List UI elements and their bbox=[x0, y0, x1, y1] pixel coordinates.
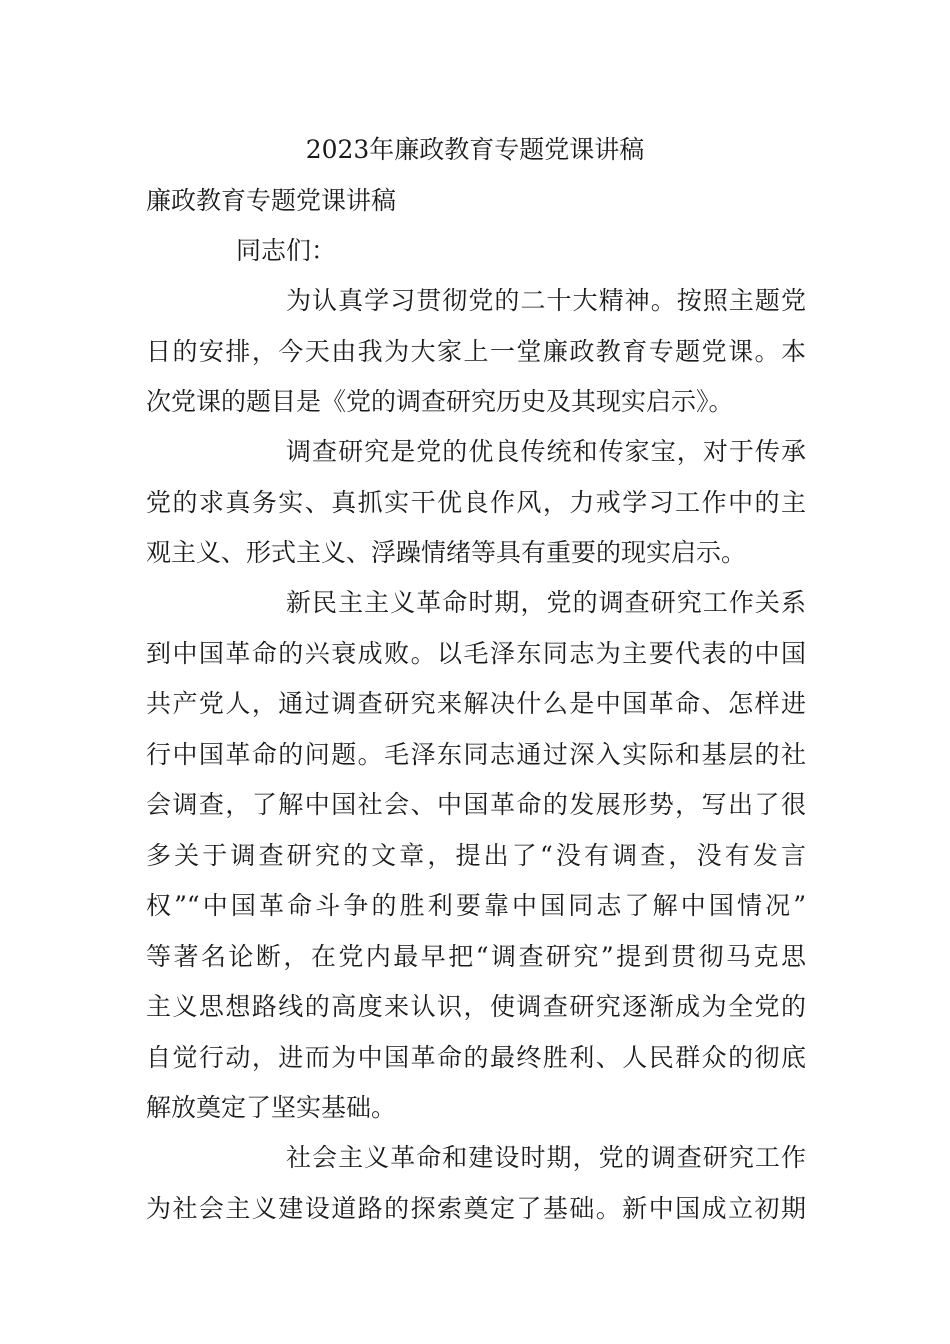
paragraph-line: 调查研究是党的优良传统和传家宝，对于传承 bbox=[286, 437, 806, 466]
paragraph-line: 社会主义革命和建设时期，党的调查研究工作 bbox=[286, 1143, 806, 1172]
document-title: 2023年廉政教育专题党课讲稿 bbox=[305, 135, 645, 164]
paragraph-line: 到中国革命的兴衰成败。以毛泽东同志为主要代表的中国 bbox=[146, 638, 806, 668]
paragraph-line: 多关于调查研究的文章，提出了“没有调查，没有发言 bbox=[146, 840, 806, 870]
paragraph-line: 主义思想路线的高度来认识，使调查研究逐渐成为全党的 bbox=[146, 992, 806, 1021]
paragraph-line: 为社会主义建设道路的探索奠定了基础。新中国成立初期 bbox=[146, 1193, 806, 1223]
document-subtitle: 廉政教育专题党课讲稿 bbox=[146, 186, 397, 215]
paragraph-line: 日的安排，今天由我为大家上一堂廉政教育专题党课。本 bbox=[146, 336, 806, 366]
paragraph-line: 为认真学习贯彻党的二十大精神。按照主题党 bbox=[286, 286, 806, 315]
paragraph-line: 观主义、形式主义、浮躁情绪等具有重要的现实启示。 bbox=[146, 538, 747, 567]
paragraph-line: 权”“中国革命斗争的胜利要靠中国同志了解中国情况” bbox=[146, 891, 806, 920]
paragraph-4 bbox=[146, 1133, 806, 1234]
paragraph-line: 行中国革命的问题。毛泽东同志通过深入实际和基层的社 bbox=[146, 739, 806, 769]
paragraph-line: 会调查，了解中国社会、中国革命的发展形势，写出了很 bbox=[146, 790, 806, 819]
paragraph-line: 党的求真务实、真抓实干优良作风，力戒学习工作中的主 bbox=[146, 487, 806, 517]
paragraph-line: 等著名论断，在党内最早把“调查研究”提到贯彻马克思 bbox=[146, 941, 806, 971]
paragraph-1 bbox=[146, 276, 806, 428]
paragraph-2 bbox=[146, 427, 806, 579]
paragraph-line: 解放奠定了坚实基础。 bbox=[146, 1093, 397, 1122]
paragraph-line: 自觉行动，进而为中国革命的最终胜利、人民群众的彻底 bbox=[146, 1042, 806, 1072]
paragraph-3 bbox=[146, 578, 806, 1134]
paragraph-line: 共产党人，通过调查研究来解决什么是中国革命、怎样进 bbox=[146, 689, 806, 718]
salutation: 同志们： bbox=[236, 236, 337, 265]
paragraph-line: 次党课的题目是《党的调查研究历史及其现实启示》。 bbox=[146, 387, 734, 416]
paragraph-line: 新民主主义革命时期，党的调查研究工作关系 bbox=[286, 588, 806, 617]
